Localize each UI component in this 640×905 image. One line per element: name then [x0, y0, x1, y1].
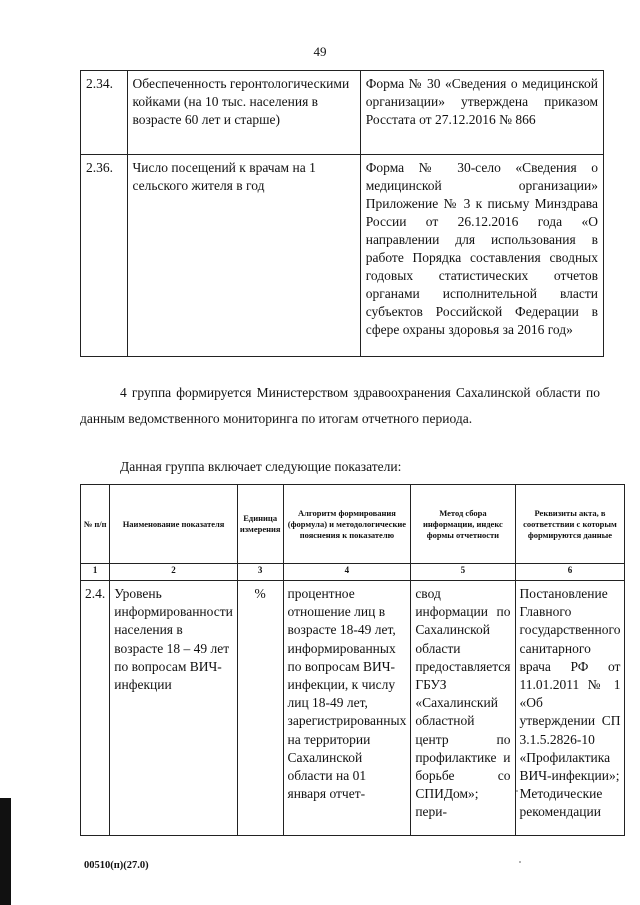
table-row [81, 581, 625, 836]
row-number: 2.36. [81, 155, 128, 357]
table-row [81, 71, 604, 155]
table-header-row [81, 485, 625, 564]
table-row [81, 155, 604, 357]
indicator-name: Число посещений к врачам на 1 сельского жителя в год [127, 155, 360, 357]
column-number: 2 [110, 564, 238, 581]
row-number: 2.4. [81, 581, 110, 836]
paragraph-indicators-intro: Данная группа включает следующие показатели: [120, 459, 402, 474]
scan-speck [519, 861, 521, 863]
row-number: 2.34. [81, 71, 128, 155]
scan-margin-mark [0, 798, 11, 905]
column-number: 4 [283, 564, 411, 581]
indicator-source: Форма № 30 «Сведения о медицинской организации» утверждена приказом Росстата от 27.12.2016 № 866 [360, 71, 603, 155]
header-algorithm: Алгоритм формирования (формула) и методологические пояснения к показателю [283, 485, 411, 564]
scan-speck [516, 790, 518, 792]
paragraph-group-4: 4 группа формируется Министерством здравоохранения Сахалинской области по данным ведомственного мониторинга по итогам отчетного периода. [80, 385, 600, 426]
indicator-algorithm: процентное отношение лиц в возрасте 18-49 лет, информированных по вопросам ВИЧ-инфекции, к числу лиц 18-49 лет, зарегистрированных на территории Сахалинской области на 01 января отчет- [283, 581, 411, 836]
column-numbers-row [81, 564, 625, 581]
column-number: 6 [515, 564, 625, 581]
header-act: Реквизиты акта, в соответствии с которым формируются данные [515, 485, 625, 564]
header-number: № п/п [81, 485, 110, 564]
indicator-source: Форма № 30-село «Сведения о медицинской организации» Приложение № 3 к письму Минздрава России от 26.12.2016 года «О направлении для использования в работе Порядка составления сводных годовых статистических отчетов органами исполнительной власти субъектов Российской Федерации в сфере охраны здоровья за 2016 год» [360, 155, 603, 357]
header-name: Наименование показателя [110, 485, 238, 564]
column-number: 1 [81, 564, 110, 581]
indicators-table [80, 484, 625, 836]
indicator-unit: % [237, 581, 283, 836]
indicator-name: Обеспеченность геронтологическими койками (на 10 тыс. населения в возрасте 60 лет и старше) [127, 71, 360, 155]
header-method: Метод сбора информации, индекс формы отчетности [411, 485, 515, 564]
indicator-name: Уровень информированности населения в возрасте 18 – 49 лет по вопросам ВИЧ-инфекции [110, 581, 238, 836]
indicators-table-continuation [80, 70, 604, 357]
indicator-act: Постановление Главного государственного санитарного врача РФ от 11.01.2011 № 1 «Об утверждении СП 3.1.5.2826-10 «Профилактика ВИЧ-инфекции»; Методические рекомендации [515, 581, 625, 836]
header-unit: Единица измерения [237, 485, 283, 564]
column-number: 5 [411, 564, 515, 581]
indicator-method: свод информации по Сахалинской области предоставляется ГБУЗ «Сахалинский областной центр по профилактике и борьбе со СПИДом»; пери- [411, 581, 515, 836]
column-number: 3 [237, 564, 283, 581]
page-number: 49 [313, 44, 327, 59]
document-code: 00510(п)(27.0) [84, 860, 149, 871]
